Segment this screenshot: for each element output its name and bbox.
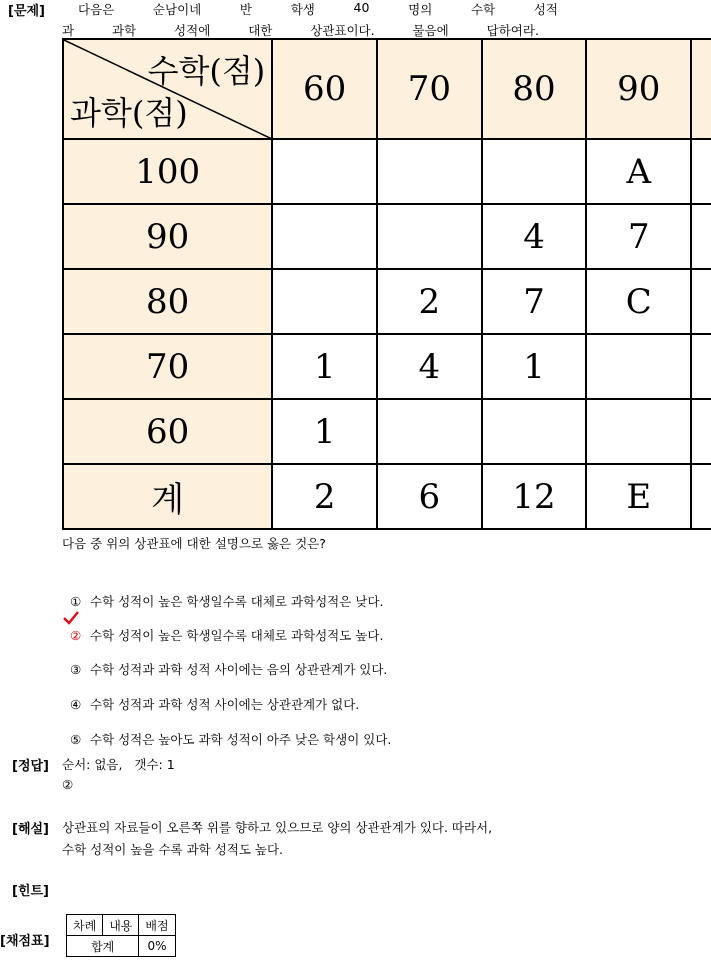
table-cell <box>377 139 482 204</box>
table-cell <box>482 139 587 204</box>
q1-w5: 명의 <box>408 2 433 17</box>
q2-w2: 성적에 <box>174 23 211 38</box>
row-header: 70 <box>63 334 272 399</box>
q2-w5: 물음에 <box>412 23 449 38</box>
q2-w0: 과 <box>62 23 75 38</box>
score-total-value: 0% <box>139 936 175 957</box>
score-header: 배점 <box>139 915 175 936</box>
table-row <box>63 204 711 269</box>
sub-question: 다음 중 위의 상관표에 대한 설명으로 옳은 것은? <box>62 536 326 551</box>
answer-meta: 순서: 없음, 갯수: 1 <box>62 757 175 772</box>
table-cell: 6 <box>377 464 482 529</box>
col-header: 70 <box>377 39 482 139</box>
col-header: 90 <box>586 39 691 139</box>
table-cell: 12 <box>482 464 587 529</box>
table-cell: 1 <box>272 399 377 464</box>
table-cell-cut <box>691 399 711 464</box>
correlation-table <box>62 38 711 531</box>
table-corner <box>63 39 272 139</box>
table-cell-cut <box>691 464 711 529</box>
table-cell <box>586 399 691 464</box>
answer-label: [정답] <box>12 759 49 774</box>
q1-w3: 학생 <box>290 2 315 17</box>
col-header-cut <box>691 39 711 139</box>
scoring-table <box>66 914 176 957</box>
scoring-label: [채점표] <box>0 934 50 949</box>
option-number: ① <box>69 594 82 609</box>
table-row <box>63 269 711 334</box>
q2-w3: 대한 <box>248 23 273 38</box>
table-cell: 2 <box>272 464 377 529</box>
table-cell <box>377 399 482 464</box>
q1-w1: 순남이네 <box>152 2 202 17</box>
q1-w2: 반 <box>239 2 252 17</box>
q1-w6: 수학 <box>470 2 496 17</box>
table-cell-cut <box>691 269 711 334</box>
table-cell-cut <box>691 204 711 269</box>
row-header: 90 <box>63 204 272 269</box>
question-line-2 <box>62 21 539 39</box>
corner-science-label: 과학(점) <box>70 94 188 132</box>
option-text: 수학 성적과 과학 성적 사이에는 상관관계가 없다. <box>89 697 360 712</box>
option-number: ③ <box>69 662 82 677</box>
table-cell <box>377 204 482 269</box>
question-label: [문제] <box>8 4 45 19</box>
row-header: 60 <box>63 399 272 464</box>
table-cell-cut <box>691 139 711 204</box>
corner-math-label: 수학(점) <box>147 52 266 90</box>
q2-w4: 상관표이다. <box>310 23 375 38</box>
col-header: 60 <box>272 39 377 139</box>
option-5[interactable] <box>62 715 391 748</box>
hint-label: [힌트] <box>12 884 49 899</box>
table-cell-cut <box>691 334 711 399</box>
row-header: 80 <box>63 269 272 334</box>
q2-w6: 답하여라. <box>486 23 539 38</box>
table-cell: A <box>586 139 691 204</box>
q2-w1: 과학 <box>111 23 137 38</box>
table-cell <box>482 399 587 464</box>
answer-value: ② <box>62 777 74 792</box>
option-2[interactable] <box>62 611 383 644</box>
table-cell <box>272 204 377 269</box>
score-header: 내용 <box>103 915 139 936</box>
q1-w7: 성적 <box>533 2 558 17</box>
table-cell: C <box>586 269 691 334</box>
row-header-total: 계 <box>63 464 272 529</box>
table-cell: 4 <box>482 204 587 269</box>
option-number: ② <box>69 628 82 643</box>
option-number: ⑤ <box>69 732 82 747</box>
table-cell <box>586 334 691 399</box>
table-cell: 1 <box>482 334 587 399</box>
option-number: ④ <box>69 697 82 712</box>
table-row <box>63 334 711 399</box>
table-cell: 4 <box>377 334 482 399</box>
explanation-label: [해설] <box>12 822 49 837</box>
table-cell: 7 <box>586 204 691 269</box>
option-1[interactable] <box>62 577 383 610</box>
table-cell: 7 <box>482 269 587 334</box>
option-text: 수학 성적은 높아도 과학 성적이 아주 낮은 학생이 있다. <box>89 732 392 747</box>
score-total-label: 합계 <box>67 936 139 957</box>
question-line-1 <box>78 0 558 18</box>
explanation-line-1: 상관표의 자료들이 오른쪽 위를 향하고 있으므로 양의 상관관계가 있다. 따라서, <box>62 820 493 835</box>
option-text: 수학 성적과 과학 성적 사이에는 음의 상관관계가 있다. <box>89 662 388 677</box>
option-3[interactable] <box>62 645 387 678</box>
col-header: 80 <box>482 39 587 139</box>
score-header: 차례 <box>67 915 103 936</box>
table-cell <box>272 139 377 204</box>
q1-w4: 40 <box>353 0 370 15</box>
table-cell: 2 <box>377 269 482 334</box>
option-4[interactable] <box>62 680 359 713</box>
explanation-line-2: 수학 성적이 높을 수록 과학 성적도 높다. <box>62 842 284 857</box>
table-cell <box>272 269 377 334</box>
row-header: 100 <box>63 139 272 204</box>
table-cell: 1 <box>272 334 377 399</box>
table-row <box>63 139 711 204</box>
checkmark-icon <box>62 610 80 626</box>
q1-w0: 다음은 <box>78 2 115 17</box>
table-row <box>63 399 711 464</box>
option-text: 수학 성적이 높은 학생일수록 대체로 과학성적도 높다. <box>89 628 384 643</box>
table-cell: E <box>586 464 691 529</box>
table-total-row <box>63 464 711 529</box>
option-text: 수학 성적이 높은 학생일수록 대체로 과학성적은 낮다. <box>89 594 384 609</box>
